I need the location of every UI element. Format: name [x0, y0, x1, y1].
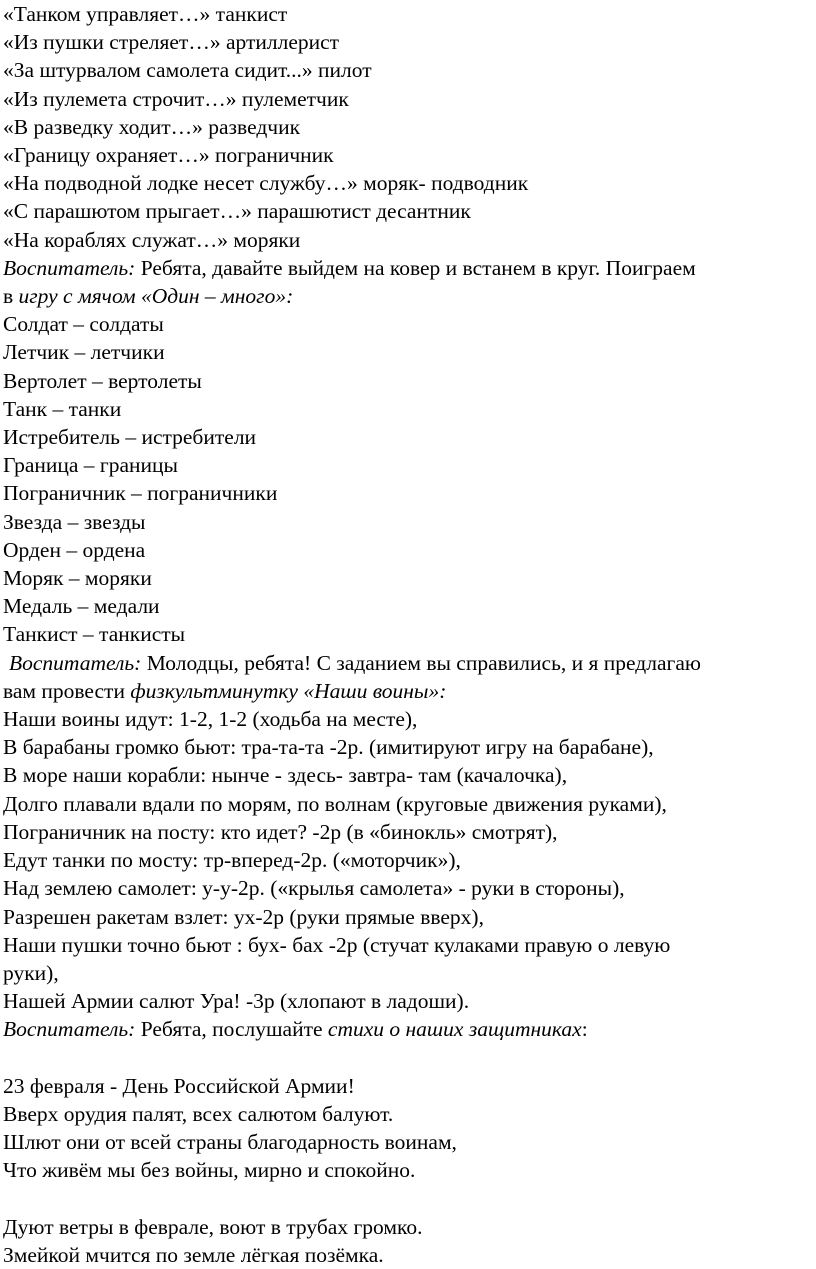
speaker-label: Воспитатель: [3, 1017, 136, 1042]
profession-line: «На кораблях служат…» моряки [3, 227, 301, 252]
exercise-line: Наши пушки точно бьют : бух- бах -2р (стучат кулаками правую о левую [3, 932, 671, 957]
game-intro-prefix: в [3, 284, 19, 309]
profession-line: «Из пулемета строчит…» пулеметчик [3, 86, 349, 111]
game-intro-text: Ребята, давайте выйдем на ковер и встанем в круг. Поиграем [135, 255, 696, 280]
word-pair: Истребитель – истребители [3, 425, 257, 450]
exercise-line: Разрешен ракетам взлет: ух-2р (руки прямые вверх), [3, 904, 484, 929]
blank-line [3, 1185, 808, 1213]
word-pair: Звезда – звезды [3, 509, 146, 534]
professions-list [3, 0, 808, 254]
profession-line: «Границу охраняет…» пограничник [3, 143, 334, 168]
exercise-intro-paragraph [3, 649, 808, 705]
exercise-line: Нашей Армии салют Ура! -3р (хлопают в ладоши). [3, 989, 470, 1014]
poem-line: Дуют ветры в феврале, воют в трубах громко. [3, 1214, 423, 1239]
poem-line: Шлют они от всей страны благодарность воинам, [3, 1130, 457, 1155]
word-pair: Пограничник – пограничники [3, 481, 278, 506]
word-pair: Танкист – танкисты [3, 622, 186, 647]
speaker-label: Воспитатель: [3, 255, 136, 280]
exercise-intro-prefix: вам провести [3, 678, 131, 703]
exercise-line: В барабаны громко бьют: тра-та-та -2р. (имитируют игру на барабане), [3, 735, 654, 760]
exercise-line: руки), [3, 960, 59, 985]
word-pair: Летчик – летчики [3, 340, 165, 365]
exercise-verses [3, 705, 808, 1015]
exercise-line: Над землею самолет: у-у-2р. («крылья самолета» - руки в стороны), [3, 876, 625, 901]
poem-line: Змейкой мчится по земле лёгкая позёмка. [3, 1242, 384, 1267]
poem-line: Что живём мы без войны, мирно и спокойно. [3, 1158, 416, 1183]
word-pair: Орден – ордена [3, 537, 146, 562]
exercise-line: В море наши корабли: нынче - здесь- завтра- там (качалочка), [3, 763, 568, 788]
profession-line: «На подводной лодке несет службу…» моряк- подводник [3, 171, 529, 196]
word-pairs-list [3, 310, 808, 648]
word-pair: Медаль – медали [3, 594, 160, 619]
poem-stanza-1 [3, 1072, 808, 1185]
exercise-title: физкультминутку «Наши воины»: [130, 678, 447, 703]
profession-line: «Танком управляет…» танкист [3, 2, 288, 26]
word-pair: Граница – границы [3, 453, 179, 478]
poems-topic: стихи о наших защитниках [327, 1017, 582, 1042]
poem-line: Вверх орудия палят, всех салютом балуют. [3, 1101, 394, 1126]
word-pair: Вертолет – вертолеты [3, 368, 202, 393]
profession-line: «Из пушки стреляет…» артиллерист [3, 30, 340, 55]
game-intro-paragraph [3, 254, 808, 310]
word-pair: Танк – танки [3, 396, 122, 421]
blank-line [3, 1044, 808, 1072]
profession-line: «С парашютом прыгает…» парашютист десантник [3, 199, 471, 224]
poem-line: 23 февраля - День Российской Армии! [3, 1073, 355, 1098]
profession-line: «За штурвалом самолета сидит...» пилот [3, 58, 372, 83]
exercise-line: Наши воины идут: 1-2, 1-2 (ходьба на месте), [3, 707, 418, 732]
exercise-line: Пограничник на посту: кто идет? -2р (в «бинокль» смотрят), [3, 819, 558, 844]
word-pair: Солдат – солдаты [3, 312, 164, 337]
exercise-line: Долго плавали вдали по морям, по волнам (круговые движения руками), [3, 791, 667, 816]
profession-line: «В разведку ходит…» разведчик [3, 114, 301, 139]
exercise-intro-text: Молодцы, ребята! С заданием вы справились, и я предлагаю [141, 650, 701, 675]
speaker-label: Воспитатель: [9, 650, 142, 675]
poems-intro-paragraph [3, 1015, 808, 1043]
word-pair: Моряк – моряки [3, 566, 152, 591]
poem-stanza-2 [3, 1213, 808, 1269]
poems-intro-tail: : [581, 1017, 588, 1042]
poems-intro-text: Ребята, послушайте [135, 1017, 328, 1042]
game-title: игру с мячом «Один – много»: [18, 284, 294, 309]
exercise-line: Едут танки по мосту: тр-вперед-2р. («моторчик»), [3, 848, 461, 873]
